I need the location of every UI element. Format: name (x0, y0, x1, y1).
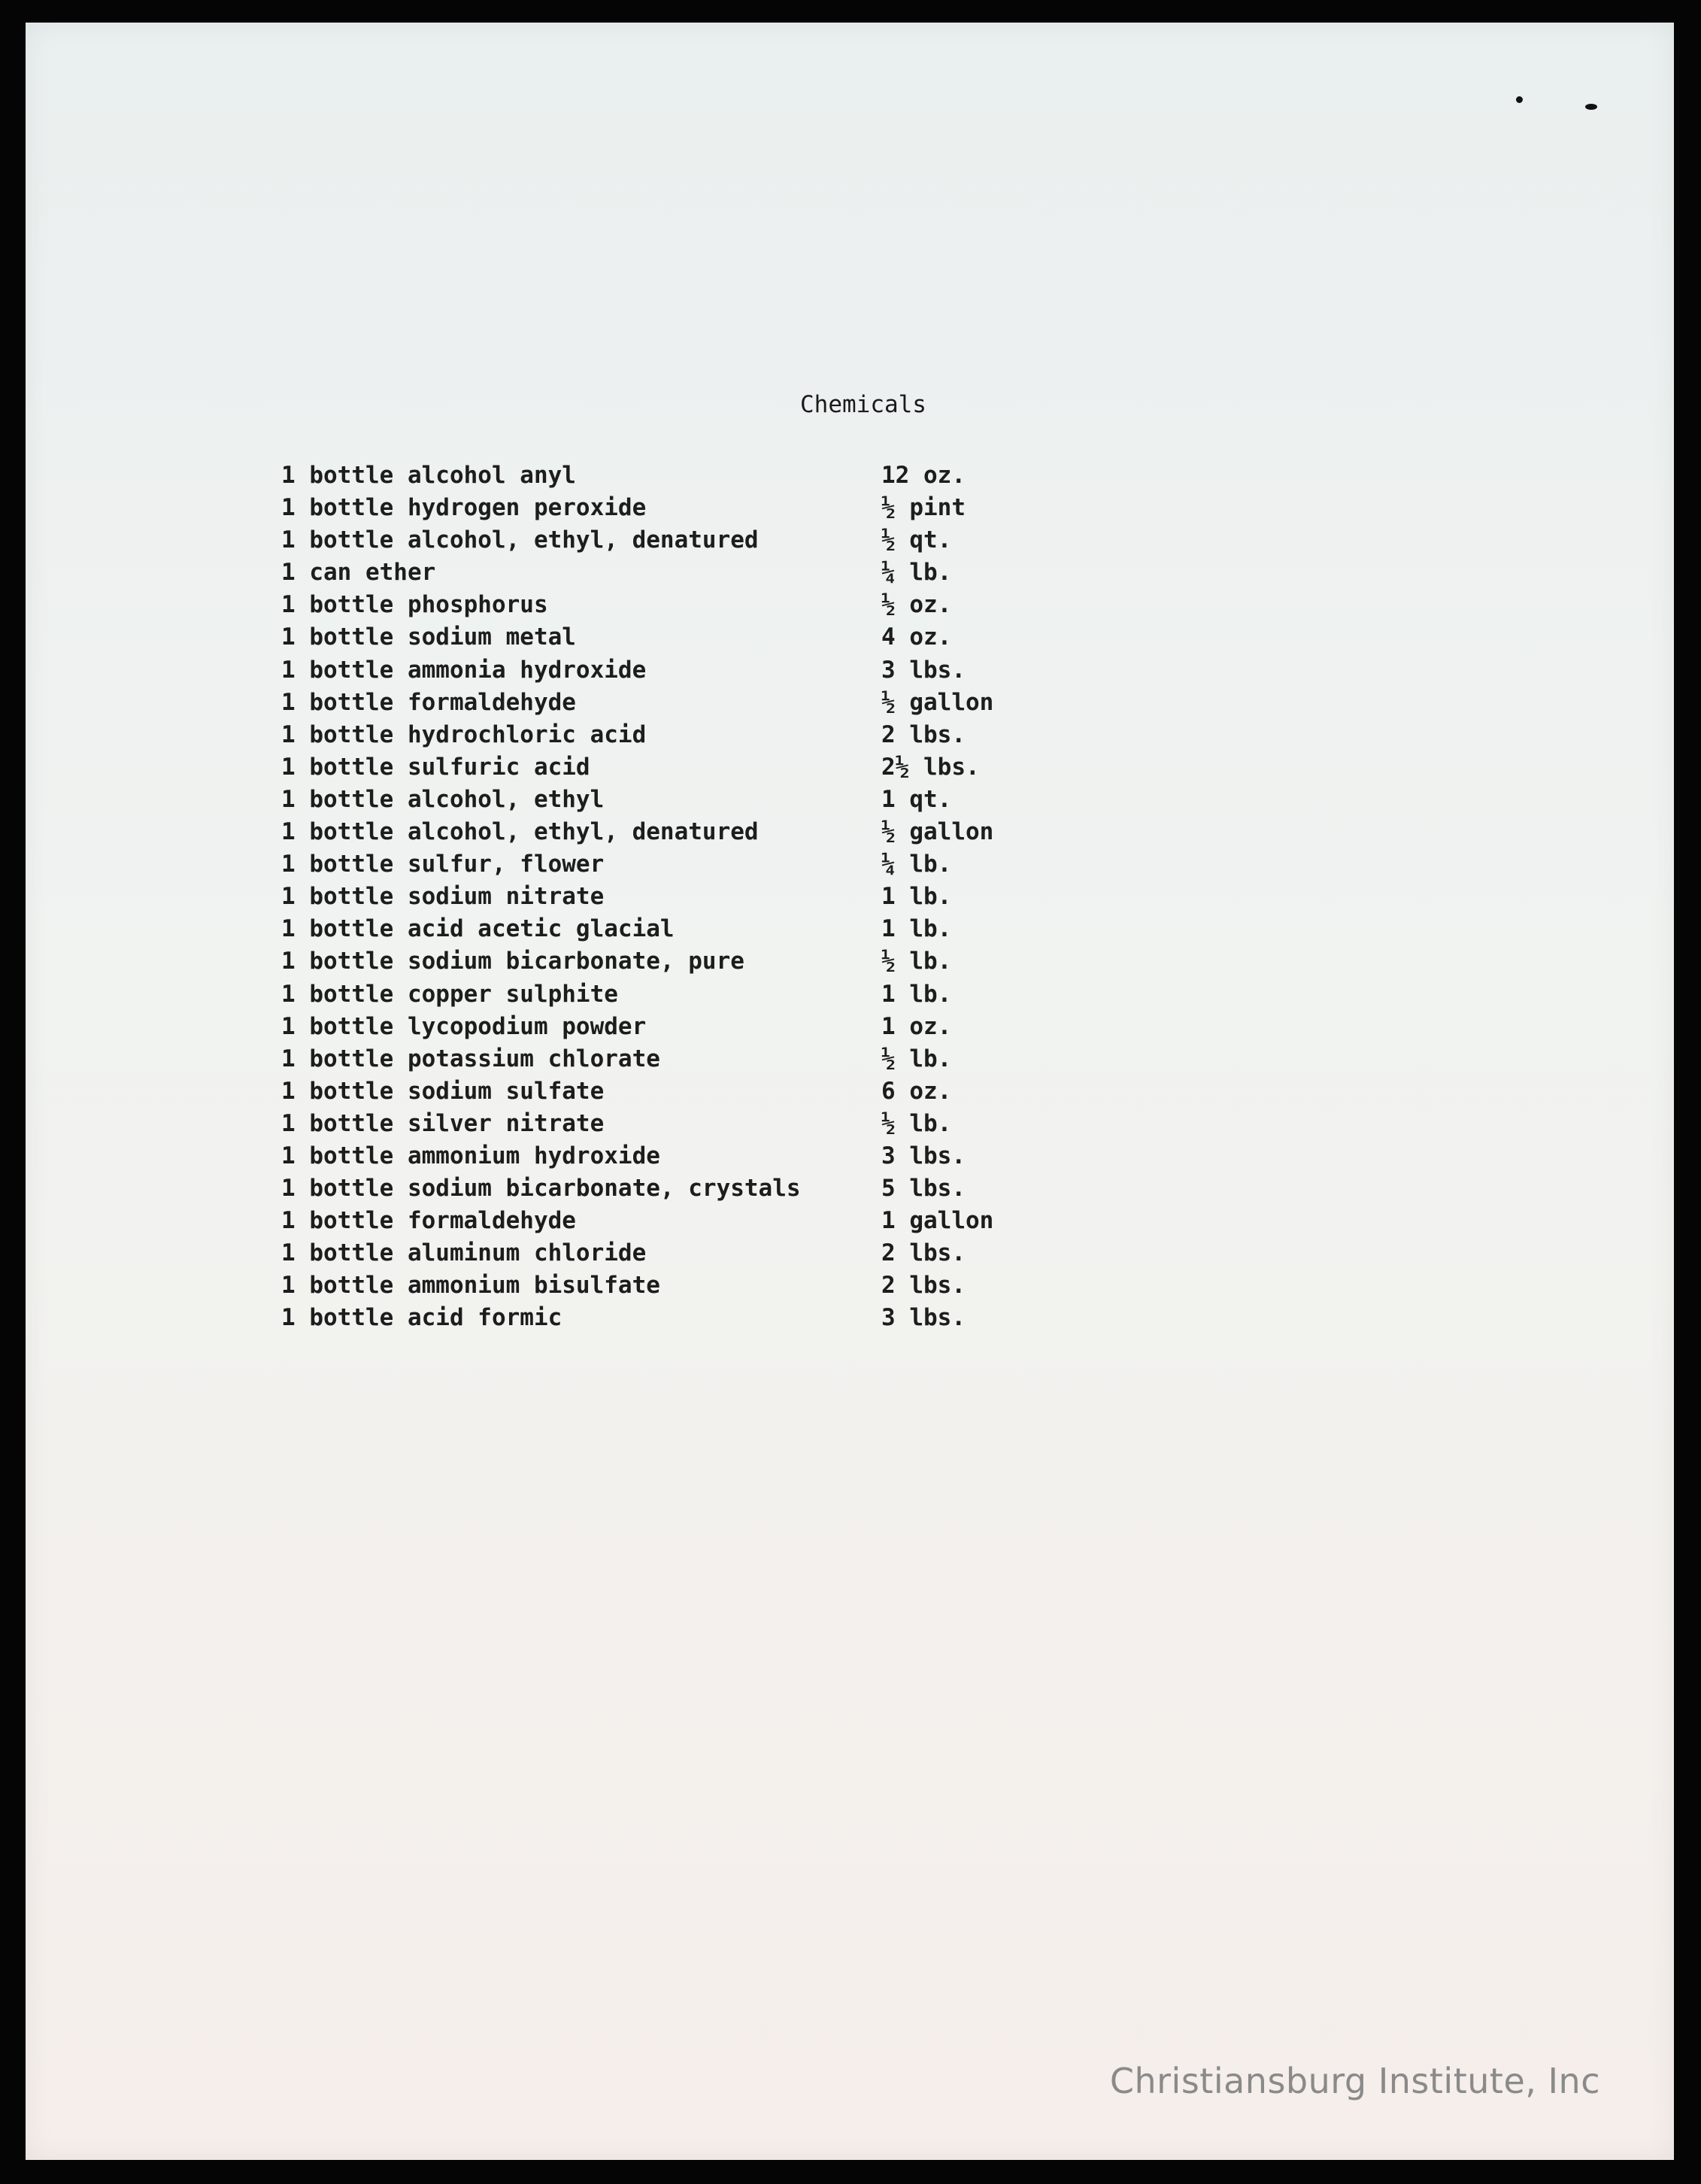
chemical-name: 1 bottle ammonia hydroxide (281, 656, 647, 684)
chemical-quantity: 2 lbs. (881, 1272, 966, 1300)
chemical-quantity: 12 oz. (881, 462, 966, 489)
chemical-name: 1 bottle alcohol, ethyl, denatured (281, 526, 759, 554)
chemical-name: 1 bottle sodium bicarbonate, crystals (281, 1175, 801, 1203)
chemical-quantity: 1 oz. (881, 1012, 952, 1040)
chemical-quantity: 1 lb. (881, 915, 952, 943)
chemical-quantity: 1 qt. (881, 785, 952, 813)
chemical-name: 1 bottle sodium metal (281, 623, 576, 651)
chemical-name: 1 bottle ammonium bisulfate (281, 1272, 660, 1300)
chemical-quantity: 6 oz. (881, 1077, 952, 1105)
chemical-quantity: 4 oz. (881, 623, 952, 651)
paper-sheet (26, 23, 1674, 2160)
chemical-name: 1 bottle sodium nitrate (281, 883, 605, 911)
chemical-quantity: ½ pint (881, 494, 966, 522)
chemical-name: 1 bottle acid acetic glacial (281, 915, 675, 943)
document-title: Chemicals (800, 391, 926, 418)
chemical-name: 1 bottle lycopodium powder (281, 1012, 647, 1040)
chemical-quantity: ½ gallon (881, 818, 994, 846)
chemical-quantity: 2½ lbs. (881, 753, 980, 781)
chemical-quantity: ½ gallon (881, 688, 994, 716)
chemical-quantity: ½ lb. (881, 1045, 952, 1072)
chemical-quantity: 3 lbs. (881, 1304, 966, 1332)
chemical-name: 1 bottle sodium sulfate (281, 1077, 605, 1105)
chemical-name: 1 bottle hydrochloric acid (281, 720, 647, 748)
chemical-name: 1 bottle ammonium hydroxide (281, 1142, 660, 1169)
chemical-name: 1 bottle silver nitrate (281, 1109, 605, 1137)
chemical-quantity: ½ lb. (881, 948, 952, 975)
chemical-name: 1 can ether (281, 559, 436, 587)
chemical-quantity: ¼ lb. (881, 851, 952, 878)
chemical-quantity: 3 lbs. (881, 656, 966, 684)
chemical-quantity: 5 lbs. (881, 1175, 966, 1203)
chemical-name: 1 bottle copper sulphite (281, 980, 618, 1008)
chemical-name: 1 bottle alcohol anyl (281, 462, 576, 489)
chemical-name: 1 bottle formaldehyde (281, 688, 576, 716)
chemical-name: 1 bottle sodium bicarbonate, pure (281, 948, 744, 975)
chemical-name: 1 bottle alcohol, ethyl (281, 785, 605, 813)
chemical-name: 1 bottle aluminum chloride (281, 1239, 647, 1267)
chemical-quantity: 1 lb. (881, 980, 952, 1008)
chemical-quantity: 2 lbs. (881, 720, 966, 748)
chemical-name: 1 bottle alcohol, ethyl, denatured (281, 818, 759, 846)
chemical-quantity: ½ lb. (881, 1109, 952, 1137)
chemical-quantity: ½ qt. (881, 526, 952, 554)
watermark: Christiansburg Institute, Inc (1109, 2061, 1600, 2101)
chemical-quantity: 3 lbs. (881, 1142, 966, 1169)
chemical-name: 1 bottle sulfuric acid (281, 753, 590, 781)
chemical-name: 1 bottle potassium chlorate (281, 1045, 660, 1072)
chemical-quantity: ¼ lb. (881, 559, 952, 587)
chemical-quantity: 1 lb. (881, 883, 952, 911)
chemical-quantity: 1 gallon (881, 1207, 994, 1235)
chemical-quantity: 2 lbs. (881, 1239, 966, 1267)
chemical-quantity: ½ oz. (881, 591, 952, 619)
chemical-name: 1 bottle formaldehyde (281, 1207, 576, 1235)
chemical-name: 1 bottle sulfur, flower (281, 851, 605, 878)
chemical-name: 1 bottle acid formic (281, 1304, 562, 1332)
ink-speck (1585, 104, 1597, 110)
chemical-name: 1 bottle phosphorus (281, 591, 548, 619)
ink-speck (1516, 96, 1523, 103)
chemical-name: 1 bottle hydrogen peroxide (281, 494, 647, 522)
